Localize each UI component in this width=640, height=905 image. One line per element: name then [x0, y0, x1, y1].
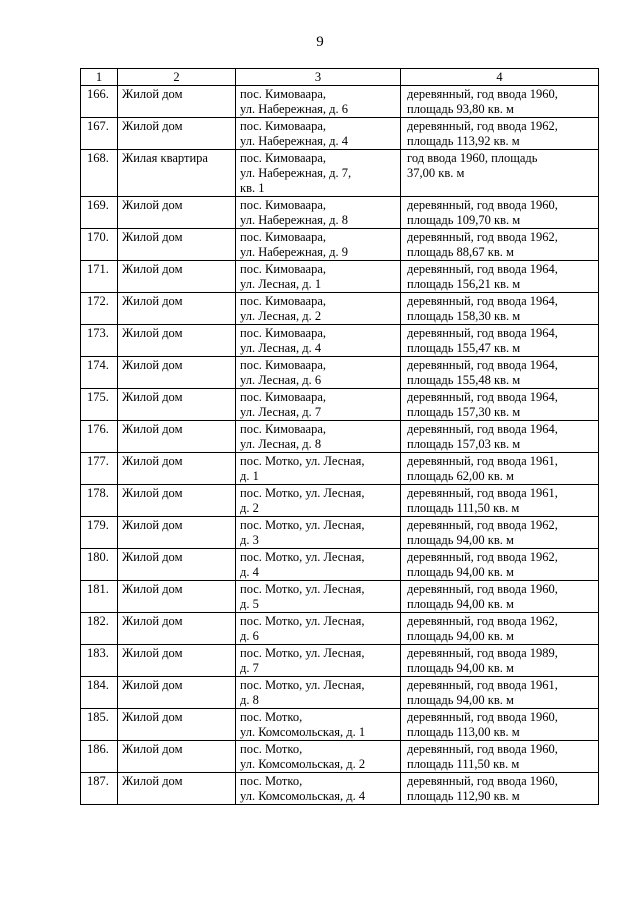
description-cell: деревянный, год ввода 1964, площадь 155,48 кв. м — [401, 357, 599, 389]
row-number-cell: 175. — [81, 389, 118, 421]
description-cell: деревянный, год ввода 1962, площадь 88,67 кв. м — [401, 229, 599, 261]
table-row — [81, 741, 599, 773]
table-row — [81, 581, 599, 613]
table-row — [81, 549, 599, 581]
address-cell: пос. Кимоваара, ул. Лесная, д. 2 — [236, 293, 401, 325]
table-row — [81, 357, 599, 389]
row-number-cell: 187. — [81, 773, 118, 805]
address-cell: пос. Кимоваара, ул. Лесная, д. 4 — [236, 325, 401, 357]
table-row — [81, 645, 599, 677]
address-cell: пос. Мотко, ул. Лесная, д. 6 — [236, 613, 401, 645]
row-number-cell: 184. — [81, 677, 118, 709]
table-row — [81, 773, 599, 805]
row-number-cell: 173. — [81, 325, 118, 357]
table-row — [81, 261, 599, 293]
address-cell: пос. Мотко, ул. Комсомольская, д. 4 — [236, 773, 401, 805]
row-number-cell: 174. — [81, 357, 118, 389]
address-cell: пос. Мотко, ул. Комсомольская, д. 1 — [236, 709, 401, 741]
description-cell: деревянный, год ввода 1962, площадь 94,00 кв. м — [401, 613, 599, 645]
table-row — [81, 517, 599, 549]
address-cell: пос. Мотко, ул. Лесная, д. 5 — [236, 581, 401, 613]
row-number-cell: 168. — [81, 150, 118, 197]
address-cell: пос. Мотко, ул. Лесная, д. 4 — [236, 549, 401, 581]
object-type-cell: Жилой дом — [118, 421, 236, 453]
object-type-cell: Жилой дом — [118, 741, 236, 773]
description-cell: деревянный, год ввода 1961, площадь 62,00 кв. м — [401, 453, 599, 485]
object-type-cell: Жилой дом — [118, 86, 236, 118]
row-number-cell: 179. — [81, 517, 118, 549]
page-number: 9 — [316, 34, 324, 50]
address-cell: пос. Мотко, ул. Лесная, д. 1 — [236, 453, 401, 485]
row-number-cell: 180. — [81, 549, 118, 581]
description-cell: деревянный, год ввода 1960, площадь 112,90 кв. м — [401, 773, 599, 805]
table-row — [81, 150, 599, 197]
description-cell: деревянный, год ввода 1960, площадь 93,80 кв. м — [401, 86, 599, 118]
description-cell: деревянный, год ввода 1962, площадь 94,00 кв. м — [401, 517, 599, 549]
row-number-cell: 167. — [81, 118, 118, 150]
row-number-cell: 166. — [81, 86, 118, 118]
description-cell: деревянный, год ввода 1964, площадь 158,30 кв. м — [401, 293, 599, 325]
table-row — [81, 118, 599, 150]
description-cell: деревянный, год ввода 1961, площадь 111,50 кв. м — [401, 485, 599, 517]
address-cell: пос. Мотко, ул. Лесная, д. 3 — [236, 517, 401, 549]
description-cell: деревянный, год ввода 1960, площадь 94,00 кв. м — [401, 581, 599, 613]
description-cell: деревянный, год ввода 1964, площадь 155,47 кв. м — [401, 325, 599, 357]
table-header-row — [81, 69, 599, 86]
address-cell: пос. Кимоваара, ул. Лесная, д. 7 — [236, 389, 401, 421]
row-number-cell: 171. — [81, 261, 118, 293]
object-type-cell: Жилой дом — [118, 581, 236, 613]
row-number-cell: 177. — [81, 453, 118, 485]
table-row — [81, 485, 599, 517]
description-cell: деревянный, год ввода 1964, площадь 156,21 кв. м — [401, 261, 599, 293]
description-cell: деревянный, год ввода 1960, площадь 111,50 кв. м — [401, 741, 599, 773]
description-cell: деревянный, год ввода 1989, площадь 94,00 кв. м — [401, 645, 599, 677]
property-registry-table — [80, 68, 599, 805]
address-cell: пос. Кимоваара, ул. Лесная, д. 1 — [236, 261, 401, 293]
address-cell: пос. Кимоваара, ул. Набережная, д. 8 — [236, 197, 401, 229]
table-row — [81, 389, 599, 421]
description-cell: деревянный, год ввода 1960, площадь 109,70 кв. м — [401, 197, 599, 229]
object-type-cell: Жилой дом — [118, 197, 236, 229]
object-type-cell: Жилой дом — [118, 453, 236, 485]
address-cell: пос. Мотко, ул. Лесная, д. 2 — [236, 485, 401, 517]
table-row — [81, 197, 599, 229]
object-type-cell: Жилой дом — [118, 293, 236, 325]
column-header: 2 — [118, 69, 236, 86]
description-cell: деревянный, год ввода 1961, площадь 94,00 кв. м — [401, 677, 599, 709]
object-type-cell: Жилой дом — [118, 773, 236, 805]
table-row — [81, 293, 599, 325]
table-row — [81, 421, 599, 453]
object-type-cell: Жилой дом — [118, 645, 236, 677]
object-type-cell: Жилой дом — [118, 677, 236, 709]
description-cell: деревянный, год ввода 1962, площадь 94,00 кв. м — [401, 549, 599, 581]
table-row — [81, 613, 599, 645]
address-cell: пос. Кимоваара, ул. Набережная, д. 6 — [236, 86, 401, 118]
description-cell: деревянный, год ввода 1960, площадь 113,00 кв. м — [401, 709, 599, 741]
table-row — [81, 86, 599, 118]
column-header: 4 — [401, 69, 599, 86]
address-cell: пос. Кимоваара, ул. Набережная, д. 9 — [236, 229, 401, 261]
object-type-cell: Жилая квартира — [118, 150, 236, 197]
table-row — [81, 453, 599, 485]
row-number-cell: 185. — [81, 709, 118, 741]
row-number-cell: 170. — [81, 229, 118, 261]
table-row — [81, 709, 599, 741]
object-type-cell: Жилой дом — [118, 549, 236, 581]
row-number-cell: 176. — [81, 421, 118, 453]
object-type-cell: Жилой дом — [118, 325, 236, 357]
table-row — [81, 677, 599, 709]
row-number-cell: 181. — [81, 581, 118, 613]
row-number-cell: 186. — [81, 741, 118, 773]
address-cell: пос. Мотко, ул. Лесная, д. 8 — [236, 677, 401, 709]
table-row — [81, 229, 599, 261]
object-type-cell: Жилой дом — [118, 118, 236, 150]
address-cell: пос. Мотко, ул. Комсомольская, д. 2 — [236, 741, 401, 773]
address-cell: пос. Кимоваара, ул. Набережная, д. 7, кв. 1 — [236, 150, 401, 197]
description-cell: год ввода 1960, площадь 37,00 кв. м — [401, 150, 599, 197]
table-row — [81, 325, 599, 357]
row-number-cell: 172. — [81, 293, 118, 325]
object-type-cell: Жилой дом — [118, 485, 236, 517]
object-type-cell: Жилой дом — [118, 517, 236, 549]
column-header: 1 — [81, 69, 118, 86]
row-number-cell: 169. — [81, 197, 118, 229]
object-type-cell: Жилой дом — [118, 357, 236, 389]
object-type-cell: Жилой дом — [118, 709, 236, 741]
object-type-cell: Жилой дом — [118, 613, 236, 645]
object-type-cell: Жилой дом — [118, 229, 236, 261]
address-cell: пос. Кимоваара, ул. Набережная, д. 4 — [236, 118, 401, 150]
description-cell: деревянный, год ввода 1964, площадь 157,03 кв. м — [401, 421, 599, 453]
address-cell: пос. Мотко, ул. Лесная, д. 7 — [236, 645, 401, 677]
description-cell: деревянный, год ввода 1962, площадь 113,92 кв. м — [401, 118, 599, 150]
address-cell: пос. Кимоваара, ул. Лесная, д. 6 — [236, 357, 401, 389]
object-type-cell: Жилой дом — [118, 389, 236, 421]
row-number-cell: 183. — [81, 645, 118, 677]
description-cell: деревянный, год ввода 1964, площадь 157,30 кв. м — [401, 389, 599, 421]
address-cell: пос. Кимоваара, ул. Лесная, д. 8 — [236, 421, 401, 453]
row-number-cell: 182. — [81, 613, 118, 645]
row-number-cell: 178. — [81, 485, 118, 517]
object-type-cell: Жилой дом — [118, 261, 236, 293]
column-header: 3 — [236, 69, 401, 86]
